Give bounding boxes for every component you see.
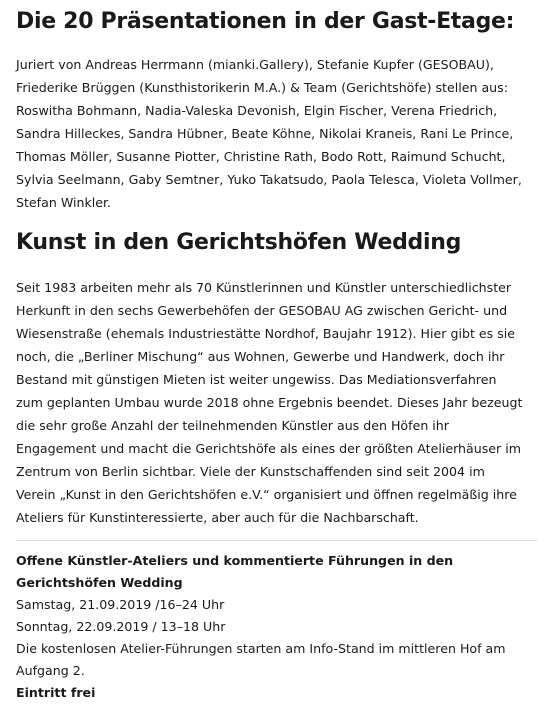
paragraph-line: Ateliers für Kunstinteressierte, aber auch für die Nachbarschaft. bbox=[16, 510, 419, 525]
paragraph-line: Sandra Hilleckes, Sandra Hübner, Beate Köhne, Nikolai Kraneis, Rani Le Prince, bbox=[16, 126, 514, 141]
paragraph-line: noch, die „Berliner Mischung“ aus Wohnen, Gewerbe und Handwerk, doch ihr bbox=[16, 349, 505, 364]
paragraph-line: Seit 1983 arbeiten mehr als 70 Künstlerinnen und Künstler unterschiedlichster bbox=[16, 280, 512, 295]
tour-info-line: Aufgang 2. bbox=[16, 663, 85, 678]
paragraph-line: Zentrum von Berlin sichtbar. Viele der Kunstschaffenden sind seit 2004 im bbox=[16, 464, 485, 479]
paragraph-line: zum geplanten Umbau wurde 2018 ohne Ergebnis beendet. Dieses Jahr bezeugt bbox=[16, 395, 523, 410]
paragraph-line: Friederike Brüggen (Kunsthistorikerin M.A.) & Team (Gerichtshöfe) stellen aus: bbox=[16, 80, 508, 95]
paragraph-line: Engagement und macht die Gerichtshöfe als eines der größten Atelierhäuser im bbox=[16, 441, 521, 456]
paragraph-line: Roswitha Bohmann, Nadia-Valeska Devonish, Elgin Fischer, Verena Friedrich, bbox=[16, 103, 498, 118]
paragraph-line: Juriert von Andreas Herrmann (mianki.Gallery), Stefanie Kupfer (GESOBAU), bbox=[16, 57, 494, 72]
event-date-saturday: Samstag, 21.09.2019 /16–24 Uhr bbox=[16, 597, 225, 612]
event-title-line: Gerichtshöfen Wedding bbox=[16, 575, 183, 590]
section-heading-presentations: Die 20 Präsentationen in der Gast-Etage: bbox=[16, 9, 515, 34]
section-divider bbox=[16, 540, 537, 541]
gerichtshoefe-paragraph bbox=[16, 276, 542, 529]
paragraph-line: Stefan Winkler. bbox=[16, 195, 112, 210]
event-date-sunday: Sonntag, 22.09.2019 / 13–18 Uhr bbox=[16, 619, 226, 634]
presentations-paragraph bbox=[16, 53, 542, 214]
section-heading-gerichtshoefe: Kunst in den Gerichtshöfen Wedding bbox=[16, 230, 462, 255]
paragraph-line: Thomas Möller, Susanne Piotter, Christine Rath, Bodo Rott, Raimund Schucht, bbox=[16, 149, 506, 164]
paragraph-line: Herkunft in den sechs Gewerbehöfen der GESOBAU AG zwischen Gericht- und bbox=[16, 303, 508, 318]
paragraph-line: Sylvia Seelmann, Gaby Semtner, Yuko Takatsudo, Paola Telesca, Violeta Vollmer, bbox=[16, 172, 522, 187]
paragraph-line: Verein „Kunst in den Gerichtshöfen e.V.“ organisiert und öffnen regelmäßig ihre bbox=[16, 487, 517, 502]
event-info-box bbox=[16, 550, 537, 704]
event-title-line: Offene Künstler-Ateliers und kommentierte Führungen in den bbox=[16, 553, 454, 568]
tour-info-line: Die kostenlosen Atelier-Führungen starten am Info-Stand im mittleren Hof am bbox=[16, 641, 506, 656]
paragraph-line: die sehr große Anzahl der teilnehmenden Künstler aus den Höfen ihr bbox=[16, 418, 449, 433]
event-title bbox=[16, 550, 537, 594]
paragraph-line: Bestand mit günstigen Mieten ist weiter ungewiss. Das Mediationsverfahren bbox=[16, 372, 497, 387]
tour-info bbox=[16, 638, 537, 682]
paragraph-line: Wiesenstraße (ehemals Industriestätte Nordhof, Baujahr 1912). Hier gibt es sie bbox=[16, 326, 516, 341]
admission-free: Eintritt frei bbox=[16, 685, 96, 700]
